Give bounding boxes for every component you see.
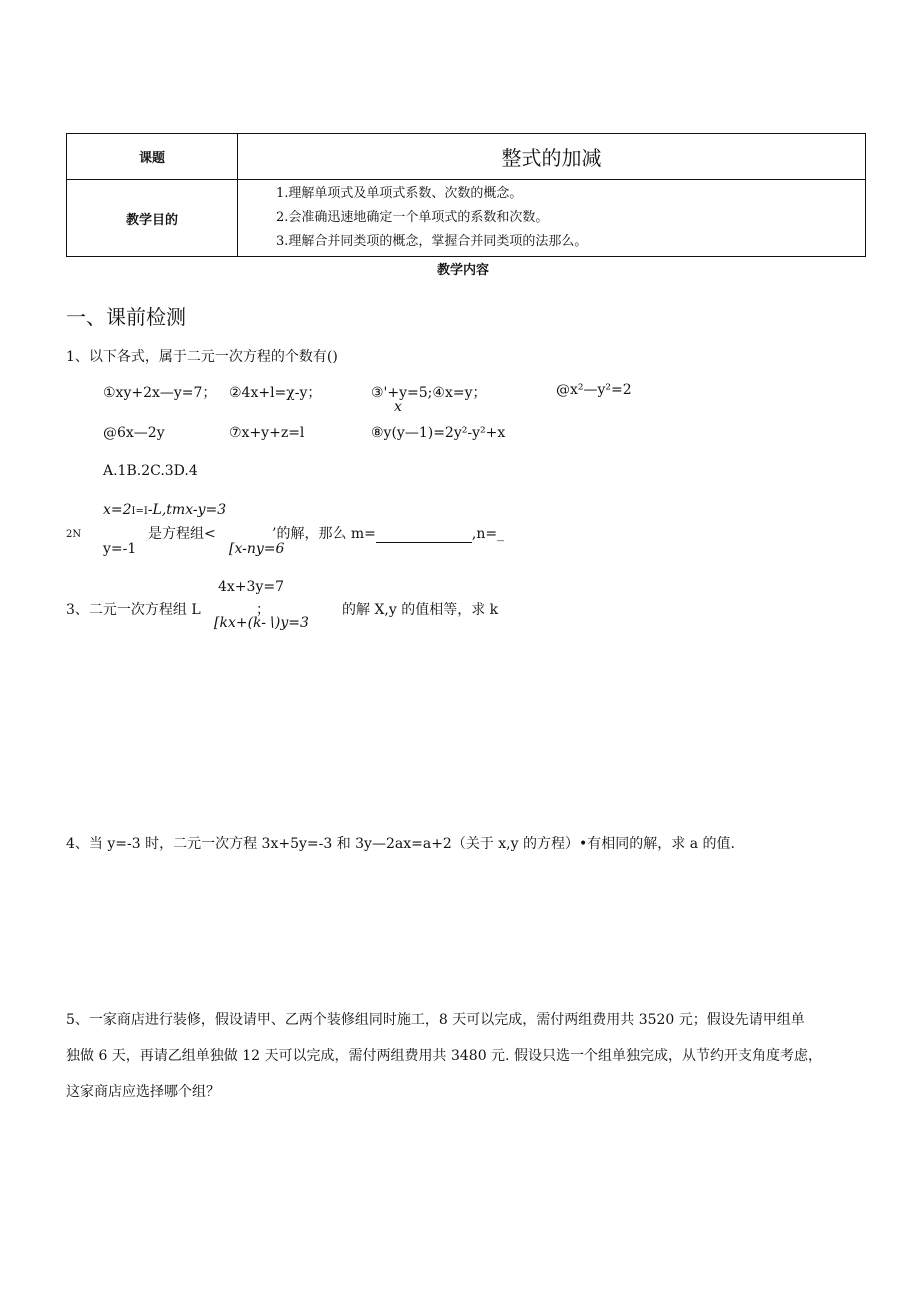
- goals-label: 教学目的: [67, 180, 238, 257]
- lesson-header-table: [66, 133, 866, 257]
- q1-option: ⑦x+y+z=l: [229, 425, 305, 441]
- q2-mid-c: ,n=_: [471, 526, 505, 542]
- q1-option: ⑧y(y—1)=2y²-y²+x: [371, 425, 506, 441]
- q1-option: @x²—y²=2: [556, 382, 632, 398]
- section-heading: 一、课前检测: [66, 305, 186, 329]
- q3-left: 3、二元一次方程组 L: [66, 602, 201, 618]
- q3-semicolon: ；: [256, 602, 270, 618]
- question-1-text: 1、以下各式，属于二元一次方程的个数有(): [66, 349, 338, 365]
- q2-number: 2N: [66, 529, 82, 540]
- q1-option-subscript: x: [394, 399, 402, 415]
- q2-mid-a: 是方程组<: [148, 526, 216, 542]
- goal-item: 2.会准确迅速地确定一个单项式的系数和次数。: [276, 210, 549, 225]
- q2-top-sub: I=I: [131, 506, 148, 517]
- content-heading: 教学内容: [437, 263, 490, 278]
- q1-choices: A.1B.2C.3D.4: [103, 463, 198, 479]
- topic-label: 课题: [67, 134, 238, 180]
- q2-top-line: [103, 502, 226, 518]
- q3-right: 的解 X,y 的值相等，求 k: [342, 602, 499, 618]
- q1-option: ③'+y=5;④x=y；: [371, 385, 487, 401]
- topic-title: 整式的加减: [238, 134, 866, 180]
- goal-item: 3.理解合并同类项的概念，掌握合并同类项的法那么。: [276, 234, 588, 249]
- q2-blank-m[interactable]: [376, 526, 472, 543]
- q2-mid-line: [272, 523, 504, 543]
- goal-item: 1.理解单项式及单项式系数、次数的概念。: [276, 186, 523, 201]
- q2-top-rest: -L,tmx-y=3: [147, 502, 227, 518]
- q2-bottom-left: y=-1: [103, 541, 137, 557]
- question-4-text: 4、当 y=-3 时，二元一次方程 3x+5y=-3 和 3y—2ax=a+2（关于 x,y 的方程）•有相同的解，求 a 的值.: [66, 836, 735, 852]
- q1-option: ①xy+2x—y=7；: [103, 385, 217, 401]
- q3-bottom: [kx+(k-∖)y=3: [214, 615, 309, 631]
- question-5-line: 5、一家商店进行装修，假设请甲、乙两个装修组同时施工，8 天可以完成，需付两组费用共 3520 元；假设先请甲组单: [66, 1012, 805, 1028]
- q2-bottom-right: [x-ny=6: [229, 541, 285, 557]
- q3-top: 4x+3y=7: [218, 579, 284, 595]
- question-5-line: 这家商店应选择哪个组？: [66, 1084, 220, 1100]
- q1-option: ②4x+l=χ-y；: [229, 385, 322, 401]
- question-5-line: 独做 6 天，再请乙组单独做 12 天可以完成，需付两组费用共 3480 元. 假设只选一个组单独完成，从节约开支角度考虑，: [66, 1048, 822, 1064]
- goals-list: [238, 180, 866, 257]
- q2-mid-b: ’的解，那么 m=: [272, 526, 376, 542]
- q1-option: @6x—2y: [103, 425, 165, 441]
- q2-top: x=2: [103, 502, 132, 518]
